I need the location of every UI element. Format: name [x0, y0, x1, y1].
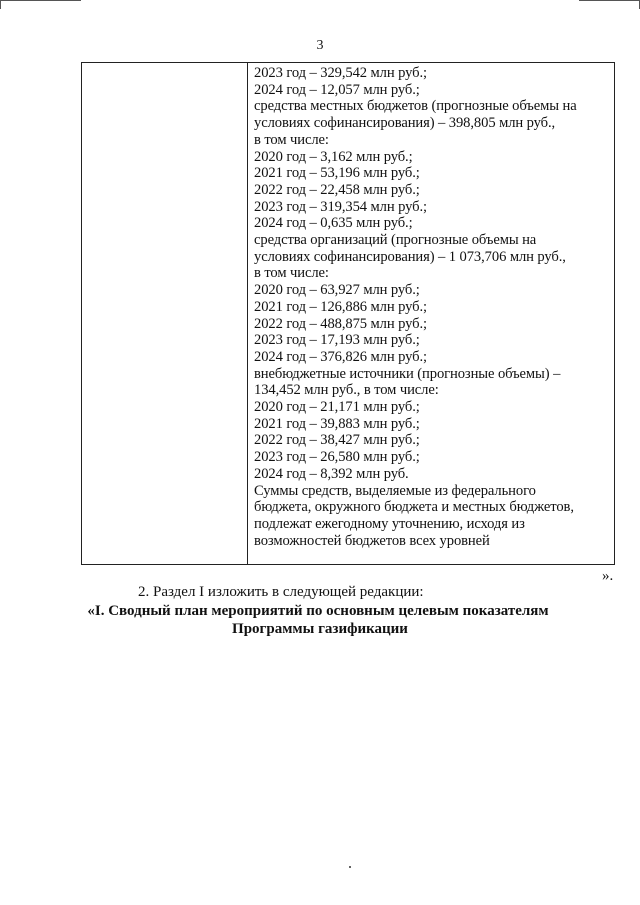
- table-text-line: 2023 год – 17,193 млн руб.;: [254, 332, 420, 349]
- table-text-line: 2024 год – 8,392 млн руб.: [254, 465, 409, 482]
- scan-corner-right: [579, 0, 640, 9]
- table-text-line: 2024 год – 376,826 млн руб.;: [254, 348, 427, 365]
- table-left-cell: [82, 63, 248, 564]
- page-number: 3: [316, 38, 324, 53]
- table-text-line: Суммы средств, выделяемые из федерального: [254, 482, 536, 499]
- table-text-line: 2021 год – 39,883 млн руб.;: [254, 415, 420, 432]
- table-text-line: 2020 год – 3,162 млн руб.;: [254, 148, 413, 165]
- table-text-line: 2022 год – 38,427 млн руб.;: [254, 432, 420, 449]
- table-text-line: 134,452 млн руб., в том числе:: [254, 382, 439, 399]
- table-right-cell: [248, 63, 614, 564]
- section-heading-line-2: Программы газификации: [232, 621, 408, 637]
- table-text-line: в том числе:: [254, 131, 329, 148]
- table-text-line: возможностей бюджетов всех уровней: [254, 532, 490, 549]
- table-text-line: 2020 год – 21,171 млн руб.;: [254, 399, 420, 416]
- scan-speck: [349, 866, 351, 868]
- table-text-line: средства организаций (прогнозные объемы на: [254, 232, 537, 249]
- table-text-line: 2020 год – 63,927 млн руб.;: [254, 282, 420, 299]
- funding-table: [81, 62, 615, 565]
- table-text-line: 2024 год – 0,635 млн руб.;: [254, 215, 413, 232]
- amendment-paragraph: 2. Раздел I изложить в следующей редакции:: [138, 584, 424, 600]
- table-text-line: подлежат ежегодному уточнению, исходя из: [254, 515, 525, 532]
- table-text-line: 2023 год – 319,354 млн руб.;: [254, 198, 427, 215]
- table-text-line: условиях софинансирования) – 398,805 млн руб.,: [254, 115, 556, 132]
- table-text-line: 2024 год – 12,057 млн руб.;: [254, 81, 420, 98]
- scan-corner-left: [0, 0, 81, 9]
- table-text-line: 2023 год – 329,542 млн руб.;: [254, 65, 427, 81]
- closing-quote: ».: [602, 568, 614, 584]
- table-text-line: средства местных бюджетов (прогнозные объемы на: [254, 98, 577, 115]
- table-text-line: 2023 год – 26,580 млн руб.;: [254, 449, 420, 466]
- table-text-line: в том числе:: [254, 265, 329, 282]
- table-text-line: 2021 год – 53,196 млн руб.;: [254, 165, 420, 182]
- table-text-line: 2022 год – 488,875 млн руб.;: [254, 315, 427, 332]
- section-heading-line-1: «I. Сводный план мероприятий по основным целевым показателям: [87, 603, 549, 619]
- table-text-line: 2022 год – 22,458 млн руб.;: [254, 181, 420, 198]
- table-text-line: 2021 год – 126,886 млн руб.;: [254, 298, 427, 315]
- table-text-line: бюджета, окружного бюджета и местных бюджетов,: [254, 499, 574, 516]
- table-text-line: внебюджетные источники (прогнозные объемы) –: [254, 365, 561, 382]
- table-text-line: условиях софинансирования) – 1 073,706 млн руб.,: [254, 248, 566, 265]
